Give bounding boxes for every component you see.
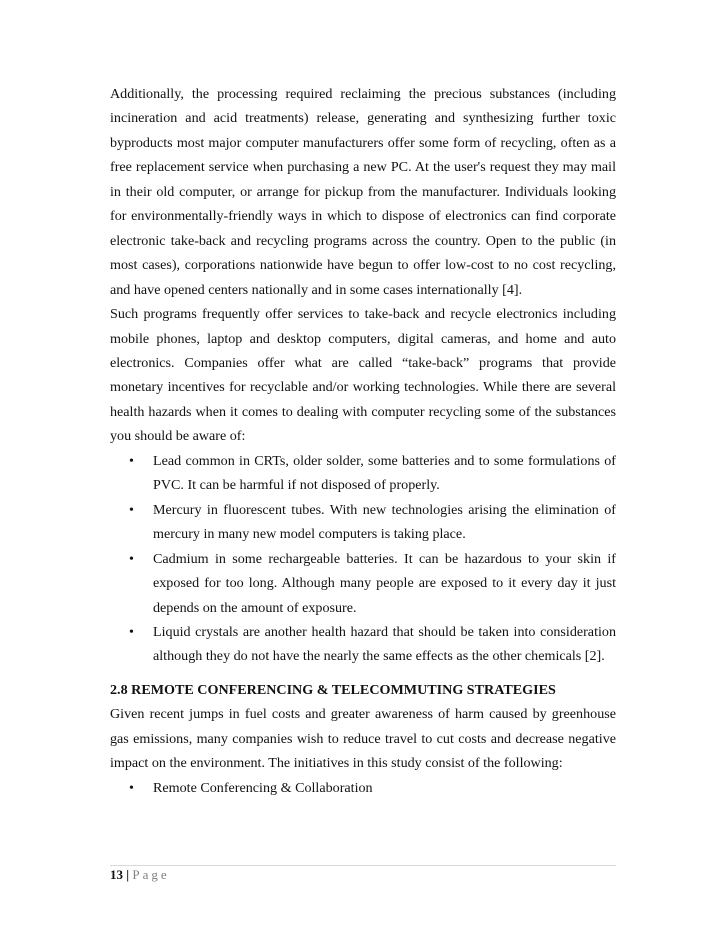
list-item (110, 449, 616, 498)
list-item-text: Mercury in fluorescent tubes. With new technologies arising the elimination of mercury in many new model computers is taking place. (153, 501, 616, 543)
bullet-icon: • (129, 779, 134, 796)
list-item-text: Lead common in CRTs, older solder, some batteries and to some formulations of PVC. It can be harmful if not disposed of properly. (153, 452, 616, 494)
list-item-text: Cadmium in some rechargeable batteries. It can be hazardous to your skin if exposed for too long. Although many people are exposed to it every day it just depends on the amount of exposure. (153, 550, 616, 616)
page-footer (110, 866, 170, 884)
hazard-list (110, 449, 616, 669)
list-item (110, 498, 616, 547)
paragraph: Given recent jumps in fuel costs and greater awareness of harm caused by greenhouse gas emissions, many companies wish to reduce travel to cut costs and decrease negative impact on the environment. The initiatives in this study consist of the following: (110, 706, 616, 772)
page-label: Page (132, 867, 170, 882)
list-item-text: Liquid crystals are another health hazard that should be taken into consideration although they do not have the nearly the same effects as the other chemicals [2]. (153, 623, 616, 665)
footer-divider (110, 865, 616, 866)
list-item (110, 776, 616, 800)
bullet-icon: • (129, 501, 134, 518)
bullet-icon: • (129, 452, 134, 469)
paragraph: Such programs frequently offer services to take-back and recycle electronics including mobile phones, laptop and desktop computers, digital cameras, and home and auto electronics. Companies offer what are called “take-back” programs that provide monetary incentives for recyclable and/or working technologies. While there are several health hazards when it comes to dealing with computer recycling some of the substances you should be aware of: (110, 306, 616, 445)
list-item (110, 620, 616, 669)
bullet-icon: • (129, 550, 134, 567)
section-heading: 2.8 REMOTE CONFERENCING & TELECOMMUTING STRATEGIES (110, 681, 556, 698)
initiative-list (110, 776, 616, 800)
page-number: 13 (110, 867, 123, 882)
paragraph: Additionally, the processing required reclaiming the precious substances (including incineration and acid treatments) release, generating and synthesizing further toxic byproducts most major computer manufacturers offer some form of recycling, often as a free replacement service when purchasing a new PC. At the user's request they may mail in their old computer, or arrange for pickup from the manufacturer. Individuals looking for environmentally-friendly ways in which to dispose of electronics can find corporate electronic take-back and recycling programs across the country. Open to the public (in most cases), corporations nationwide have begun to offer low-cost to no cost recycling, and have opened centers nationally and in some cases internationally [4]. (110, 86, 616, 298)
list-item (110, 547, 616, 620)
document-body (110, 82, 616, 800)
list-item-text: Remote Conferencing & Collaboration (153, 779, 373, 796)
bullet-icon: • (129, 623, 134, 640)
footer-separator: | (123, 867, 133, 882)
